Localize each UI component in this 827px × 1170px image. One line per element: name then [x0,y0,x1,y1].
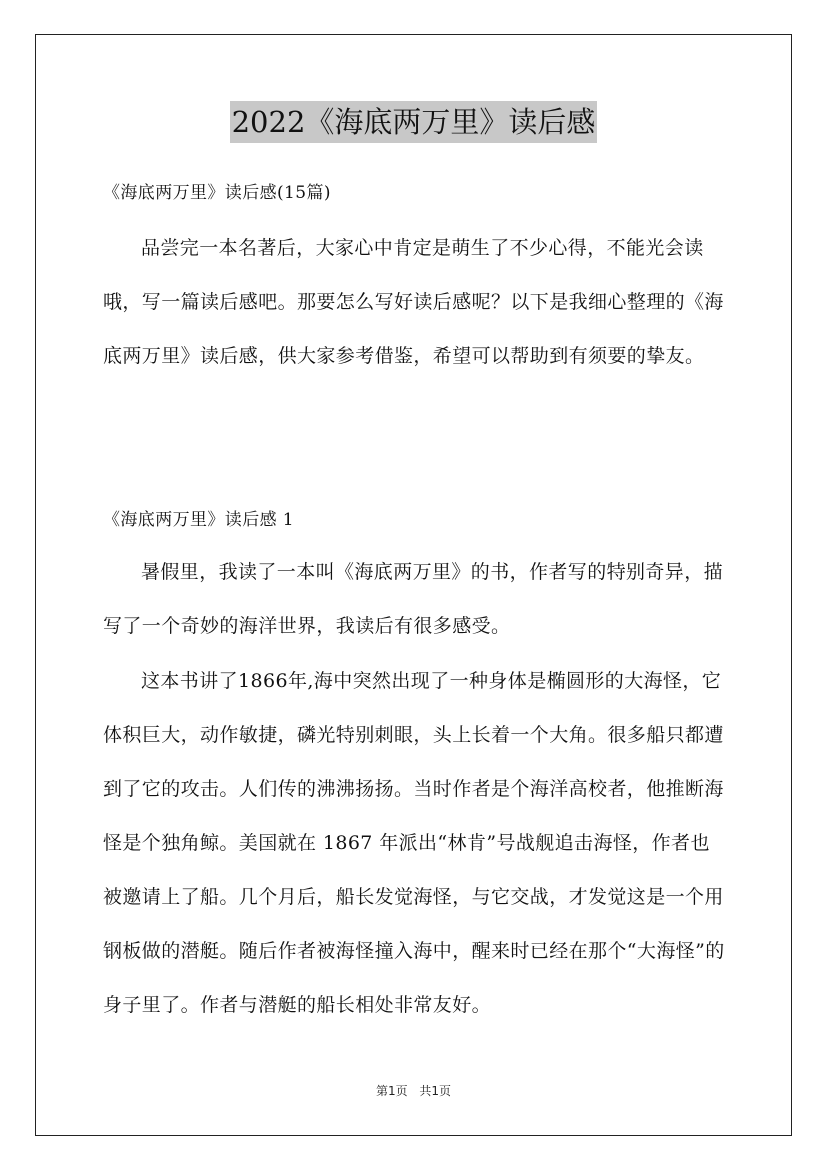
body-paragraph-2: 这本书讲了1866年,海中突然出现了一种身体是椭圆形的大海怪，它体积巨大，动作敏捷，磷光特别刺眼，头上长着一个大角。很多船只都遭到了它的攻击。人们传的沸沸扬扬。当时作者是个海洋高校者，他推断海怪是个独角鲸。美国就在 1867 年派出“林肯”号战舰追击海怪，作者也被邀请上了船。几个月后，船长发觉海怪，与它交战，才发觉这是一个用钢板做的潜艇。随后作者被海怪撞入海中，醒来时已经在那个“大海怪”的身子里了。作者与潜艇的船长相处非常友好。 [103,670,725,1016]
document-title: 2022《海底两万里》读后感 [230,101,598,143]
page-total: 共1页 [419,1084,452,1098]
intro-paragraph: 品尝完一本名著后，大家心中肯定是萌生了不少心得，不能光会读哦，写一篇读后感吧。那要怎么写好读后感呢？以下是我细心整理的《海底两万里》读后感，供大家参考借鉴，希望可以帮助到有须要的挚友。 [103,237,724,367]
page-footer [0,1082,827,1099]
page-number: 第1页 [375,1084,408,1098]
document-subtitle: 《海底两万里》读后感(15篇) [103,183,331,203]
title-container [0,101,827,143]
section-heading: 《海底两万里》读后感 1 [103,510,295,530]
body-paragraph-1: 暑假里，我读了一本叫《海底两万里》的书，作者写的特别奇异，描写了一个奇妙的海洋世界，我读后有很多感受。 [103,561,724,637]
